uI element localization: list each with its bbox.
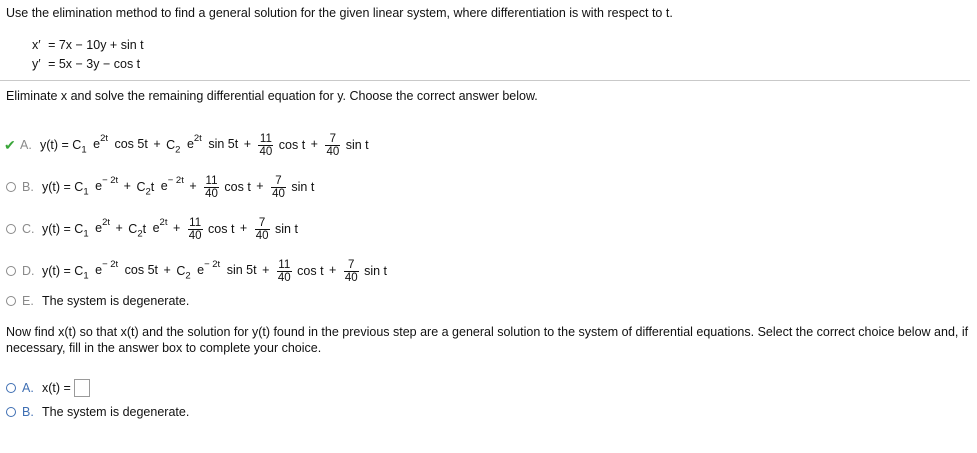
option-b[interactable] bbox=[6, 170, 314, 204]
problem-prompt: Use the elimination method to find a general solution for the given linear system, where differentiation is with respect to t. bbox=[6, 6, 673, 20]
option-letter: C. bbox=[22, 222, 35, 236]
option-letter: A. bbox=[22, 381, 34, 395]
equation-2 bbox=[32, 57, 140, 71]
radio-button[interactable] bbox=[6, 407, 16, 417]
eq2-lhs: y′ bbox=[32, 57, 41, 71]
option-e-text: The system is degenerate. bbox=[42, 294, 190, 308]
part2-option-a-text: x(t) = bbox=[42, 381, 71, 395]
option-c[interactable] bbox=[6, 212, 298, 246]
radio-button[interactable] bbox=[6, 224, 16, 234]
part2-option-b[interactable] bbox=[6, 403, 189, 421]
eq1-rhs: = 7x − 10y + sin t bbox=[48, 38, 144, 52]
answer-input[interactable] bbox=[74, 379, 90, 397]
option-a[interactable] bbox=[6, 128, 369, 162]
option-letter: B. bbox=[22, 180, 34, 194]
part2-option-b-text: The system is degenerate. bbox=[42, 405, 190, 419]
radio-button[interactable] bbox=[6, 182, 16, 192]
divider bbox=[0, 80, 970, 81]
option-letter: E. bbox=[22, 294, 34, 308]
checkmark-icon: ✔ bbox=[4, 136, 16, 153]
option-d[interactable] bbox=[6, 254, 387, 288]
part2-instruction: Now find x(t) so that x(t) and the solution for y(t) found in the previous step are a general solution to the system of differential equations. Select the correct choice below and, if necessary, fill in the answer box to complete your choice. bbox=[6, 325, 969, 355]
equation-1 bbox=[32, 38, 144, 52]
part2-option-a[interactable] bbox=[6, 378, 90, 398]
option-d-math: $y(t) = C_1$ $e^{- 2t}$ $\cos 5t + C_2$ $e^{- 2t}$ sin 5t + $\frac{11}{40}$ cos t + $\frac{7}{40}$ sin t bbox=[42, 258, 388, 284]
option-letter: A. bbox=[20, 138, 32, 152]
option-a-math: $y(t) = C_1$ $e^{2t}$ $\cos 5t + C_2$ $e^{2t}$ sin 5t + $\frac{11}{40}$ cos t + $\frac{7}{40}$ sin t bbox=[40, 132, 369, 158]
option-c-math: $y(t) = C_1$ $e^{2t} + C_2t$ $e^{2t}$ + $\frac{11}{40}$ cos t + $\frac{7}{40}$ sin t bbox=[42, 216, 298, 242]
option-e[interactable] bbox=[6, 292, 189, 310]
option-letter: B. bbox=[22, 405, 34, 419]
option-b-math: $y(t) = C_1$ $e^{- 2t} + C_2t$ $e^{- 2t}$ + $\frac{11}{40}$ cos t + $\frac{7}{40}$ sin t bbox=[42, 174, 315, 200]
part1-instruction: Eliminate x and solve the remaining differential equation for y. Choose the correct answer below. bbox=[6, 89, 538, 103]
eq1-lhs: x′ bbox=[32, 38, 41, 52]
radio-button[interactable] bbox=[6, 383, 16, 393]
eq2-rhs: = 5x − 3y − cos t bbox=[48, 57, 141, 71]
radio-button[interactable] bbox=[6, 296, 16, 306]
option-letter: D. bbox=[22, 264, 35, 278]
radio-button[interactable] bbox=[6, 266, 16, 276]
